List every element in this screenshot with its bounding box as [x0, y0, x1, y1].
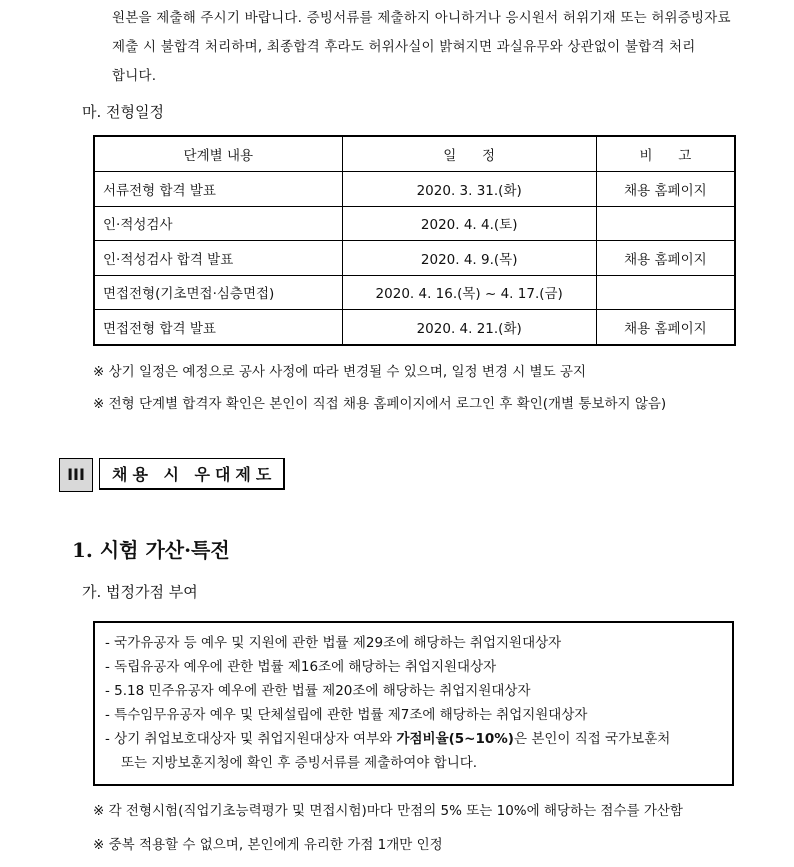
intro-line: 원본을 제출해 주시기 바랍니다. 증빙서류를 제출하지 아니하거나 응시원서 허위기재 또는 허위증빙자료 — [112, 10, 731, 26]
table-row — [94, 275, 735, 310]
table-row — [94, 310, 735, 345]
bonus-rate: 가점비율(5~10%) — [396, 731, 514, 747]
box-line-continued: 또는 지방보훈지청에 확인 후 증빙서류를 제출하여야 합니다. — [121, 755, 478, 771]
box-line: - 독립유공자 예우에 관한 법률 제16조에 해당하는 취업지원대상자 — [105, 659, 497, 675]
schedule-note: ※ 전형 단계별 합격자 확인은 본인이 직접 채용 홈페이지에서 로그인 후 확인(개별 통보하지 않음) — [93, 396, 667, 412]
footer-note: ※ 각 전형시험(직업기초능력평가 및 면접시험)마다 만점의 5% 또는 10%에 해당하는 점수를 가산함 — [93, 803, 683, 819]
cell-note — [596, 206, 735, 241]
cell-stage: 인·적성검사 — [94, 206, 342, 241]
cell-date: 2020. 4. 4.(토) — [342, 206, 596, 241]
footer-note: ※ 중복 적용할 수 없으며, 본인에게 유리한 가점 1개만 인정 — [93, 837, 443, 853]
cell-stage: 인·적성검사 합격 발표 — [94, 241, 342, 276]
cell-stage: 서류전형 합격 발표 — [94, 172, 342, 207]
header-note: 비 고 — [596, 136, 735, 172]
table-row — [94, 206, 735, 241]
cell-note: 채용 홈페이지 — [596, 172, 735, 207]
intro-line: 제출 시 불합격 처리하며, 최종합격 후라도 허위사실이 밝혀지면 과실유무와 상관없이 불합격 처리 — [112, 39, 696, 55]
section-number: III — [59, 458, 93, 492]
schedule-note: ※ 상기 일정은 예정으로 공사 사정에 따라 변경될 수 있으며, 일정 변경 시 별도 공지 — [93, 364, 586, 380]
cell-note: 채용 홈페이지 — [596, 310, 735, 345]
table-row — [94, 241, 735, 276]
table-row — [94, 172, 735, 207]
schedule-table — [93, 135, 736, 346]
cell-note — [596, 275, 735, 310]
schedule-heading: 마. 전형일정 — [82, 103, 164, 121]
box-line-post: 은 본인이 직접 국가보훈처 — [513, 731, 671, 747]
section-header — [59, 458, 287, 492]
box-line-pre: - 상기 취업보호대상자 및 취업지원대상자 여부와 — [105, 731, 397, 747]
cell-date: 2020. 4. 16.(목) ~ 4. 17.(금) — [342, 275, 596, 310]
cell-date: 2020. 3. 31.(화) — [342, 172, 596, 207]
box-line — [105, 727, 732, 751]
intro-line: 합니다. — [112, 68, 157, 84]
box-line: - 국가유공자 등 예우 및 지원에 관한 법률 제29조에 해당하는 취업지원대상자 — [105, 635, 562, 651]
section-title: 채용 시 우대제도 — [99, 458, 285, 490]
heading-1: 1. 시험 가산·특전 — [72, 538, 230, 562]
sub-heading: 가. 법정가점 부여 — [82, 583, 198, 601]
box-line: - 5.18 민주유공자 예우에 관한 법률 제20조에 해당하는 취업지원대상자 — [105, 683, 531, 699]
eligibility-box — [93, 621, 734, 786]
cell-date: 2020. 4. 9.(목) — [342, 241, 596, 276]
header-date: 일 정 — [342, 136, 596, 172]
box-line: - 특수임무유공자 예우 및 단체설립에 관한 법률 제7조에 해당하는 취업지원대상자 — [105, 707, 588, 723]
cell-stage: 면접전형(기초면접·심층면접) — [94, 275, 342, 310]
header-stage: 단계별 내용 — [94, 136, 342, 172]
cell-stage: 면접전형 합격 발표 — [94, 310, 342, 345]
cell-note: 채용 홈페이지 — [596, 241, 735, 276]
cell-date: 2020. 4. 21.(화) — [342, 310, 596, 345]
intro-paragraph — [112, 4, 742, 91]
table-header-row — [94, 136, 735, 172]
